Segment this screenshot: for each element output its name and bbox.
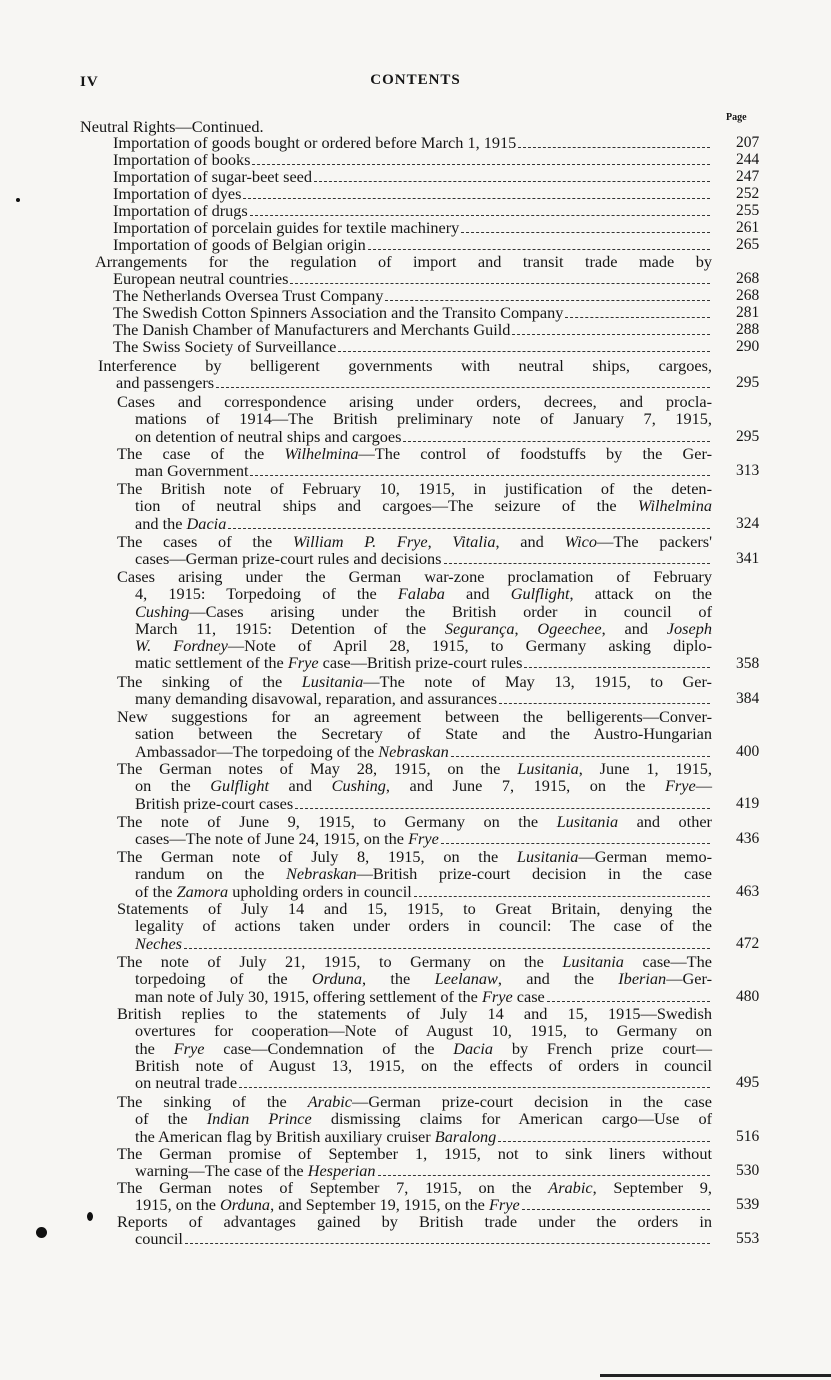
- toc-entry-line: Importation of dyes: [113, 185, 712, 203]
- leader-dots: [295, 808, 710, 809]
- toc-entry-line: mations of 1914—The British preliminary note of January 7, 1915,: [135, 409, 712, 429]
- toc-page-number: 419: [736, 794, 760, 812]
- leader-dots: [378, 1175, 710, 1176]
- toc-entry-line: The German notes of May 28, 1915, on the Lusitania, June 1, 1915,: [117, 759, 712, 778]
- toc-entry-line: Importation of books: [113, 151, 712, 169]
- toc-entry-line: Cushing—Cases arising under the British order in council of: [135, 601, 712, 621]
- toc-page-number: 358: [736, 654, 760, 672]
- toc-page-number: 400: [736, 742, 760, 760]
- toc-entry-line: Importation of goods bought or ordered before March 1, 1915: [113, 134, 712, 152]
- toc-page-number: 290: [736, 338, 760, 355]
- toc-entry-line: Ambassador—The torpedoing of the Nebraskan: [135, 743, 712, 761]
- toc-page-number: 268: [736, 270, 760, 288]
- leader-dots: [184, 948, 710, 949]
- toc-entry-line: on the Gulflight and Cushing, and June 7, 1915, on the Frye—: [135, 776, 712, 796]
- toc-entry-line: March 11, 1915: Detention of the Segurança, Ogeechee, and Joseph: [135, 618, 713, 638]
- toc-page-number: 341: [736, 550, 760, 568]
- toc-page-number: 261: [736, 219, 760, 236]
- toc-entry-line: cases—The note of June 24, 1915, on the Frye: [135, 830, 712, 848]
- leader-dots: [498, 1141, 710, 1142]
- page-column-label: Page: [726, 112, 747, 123]
- toc-page-number: 384: [736, 690, 760, 708]
- toc-entry: [113, 338, 712, 356]
- toc-entry: [117, 1005, 712, 1092]
- leader-dots: [414, 896, 710, 897]
- leader-dots: [314, 181, 710, 182]
- running-head: CONTENTS: [370, 72, 461, 88]
- toc-entry-line: The German promise of September 1, 1915, not to sink liners without: [117, 1144, 712, 1163]
- leader-dots: [403, 441, 710, 442]
- toc-page-number: 265: [736, 236, 760, 253]
- toc-entry-line: The Danish Chamber of Manufacturers and Merchants Guild: [113, 321, 712, 339]
- toc-entry-line: tion of neutral ships and cargoes—The seizure of the Wilhelmina: [135, 496, 712, 516]
- leader-dots: [518, 147, 710, 148]
- leader-dots: [250, 475, 710, 476]
- toc-entry-line: The German notes of September 7, 1915, on the Arabic, September 9,: [117, 1178, 713, 1197]
- toc-page-number: 255: [736, 202, 760, 219]
- toc-entry-line: on neutral trade: [135, 1074, 712, 1092]
- toc-entry-line: the Frye case—Condemnation of the Dacia by French prize court—: [135, 1038, 713, 1058]
- toc-entry-line: cases—German prize-court rules and decisions: [135, 550, 712, 568]
- toc-entry: [117, 760, 712, 813]
- toc-entry-line: Reports of advantages gained by British trade under the orders in: [117, 1212, 712, 1231]
- toc-page-number: 324: [736, 514, 760, 532]
- toc-entry-line: sation between the Secretary of State and the Austro-Hungarian: [135, 724, 712, 744]
- toc-entry-line: British prize-court cases: [135, 795, 712, 813]
- scan-speck: [16, 198, 20, 202]
- toc-entry-line: legality of actions taken under orders in council: The case of the: [135, 916, 712, 936]
- leader-dots: [444, 563, 710, 564]
- toc-page-number: 553: [736, 1230, 760, 1248]
- scan-speck: [87, 1212, 93, 1221]
- toc-entry-line: council: [135, 1230, 712, 1248]
- toc-entry-line: torpedoing of the Orduna, the Leelanaw, and the Iberian—Ger-: [135, 969, 712, 989]
- toc-entry-line: many demanding disavowal, reparation, and assurances: [135, 690, 712, 708]
- toc-entry-line: The sinking of the Arabic—German prize-court decision in the case: [117, 1092, 712, 1111]
- leader-dots: [216, 387, 710, 388]
- leader-dots: [239, 1087, 710, 1088]
- toc-entry-line: warning—The case of the Hesperian: [135, 1162, 712, 1180]
- toc-entry-line: The German note of July 8, 1915, on the Lusitania—German memo-: [117, 847, 713, 866]
- scan-speck: [36, 1227, 47, 1238]
- toc-entry-line: British replies to the statements of July 14 and 15, 1915—Swedish: [117, 1004, 712, 1023]
- toc-entry: [117, 848, 712, 901]
- toc-entry-line: Importation of goods of Belgian origin: [113, 236, 712, 254]
- toc-entry: [117, 813, 712, 848]
- toc-entry-line: Cases arising under the German war-zone proclamation of February: [117, 567, 712, 586]
- toc-entry: [117, 1145, 712, 1180]
- toc-page-number: 247: [736, 168, 760, 185]
- leader-dots: [385, 300, 710, 301]
- toc-entry-line: The note of June 9, 1915, to Germany on the Lusitania and other: [117, 812, 712, 831]
- toc-entry-line: matic settlement of the Frye case—British prize-court rules: [135, 654, 712, 672]
- leader-dots: [499, 703, 710, 704]
- leader-dots: [243, 198, 710, 199]
- leader-dots: [290, 283, 710, 284]
- leader-dots: [512, 334, 710, 335]
- toc-page-number: 207: [736, 134, 760, 151]
- toc-entry-line: The Netherlands Oversea Trust Company: [113, 287, 712, 305]
- toc-entry-line: and passengers: [116, 374, 712, 392]
- toc-entry-line: The sinking of the Lusitania—The note of May 13, 1915, to Ger-: [117, 672, 712, 691]
- toc-page-number: 472: [736, 934, 760, 952]
- toc-entry-line: man Government: [135, 462, 712, 480]
- toc-page-number: 252: [736, 185, 760, 202]
- leader-dots: [228, 528, 710, 529]
- toc-entry: [117, 568, 712, 672]
- leader-dots: [565, 317, 710, 318]
- toc-entry: [117, 1213, 712, 1248]
- leader-dots: [522, 1209, 710, 1210]
- toc-entry: [117, 445, 712, 480]
- leader-dots: [185, 1243, 710, 1244]
- leader-dots: [461, 232, 710, 233]
- toc-page-number: 295: [736, 374, 760, 392]
- toc-page-number: 463: [736, 882, 760, 900]
- toc-entry-line: of the Indian Prince dismissing claims for American cargo—Use of: [135, 1109, 713, 1129]
- toc-entry-line: Importation of porcelain guides for textile machinery: [113, 219, 712, 237]
- leader-dots: [451, 756, 710, 757]
- toc-page-number: 288: [736, 321, 760, 338]
- toc-entry: [117, 393, 712, 446]
- page-number: IV: [80, 74, 99, 90]
- toc-entry-line: of the Zamora upholding orders in council: [135, 883, 712, 901]
- toc-entry: [117, 1093, 712, 1146]
- toc-entry: [98, 357, 712, 392]
- toc-entry-line: Importation of sugar-beet seed: [113, 168, 712, 186]
- leader-dots: [252, 164, 710, 165]
- toc-entry-line: Importation of drugs: [113, 202, 712, 220]
- toc-entry: [117, 533, 712, 568]
- bottom-rule: [600, 1374, 831, 1377]
- toc-entry-line: Arrangements for the regulation of import and transit trade made by: [95, 252, 712, 271]
- leader-dots: [441, 843, 710, 844]
- toc-entry-line: 1915, on the Orduna, and September 19, 1915, on the Frye: [135, 1196, 712, 1214]
- section-label-text: Neutral Rights—Continued.: [80, 117, 264, 136]
- toc-page-number: 313: [736, 462, 760, 480]
- toc-entry: [117, 953, 712, 1006]
- toc-entry-line: overtures for cooperation—Note of August 10, 1915, to Germany on: [135, 1021, 712, 1041]
- leader-dots: [547, 1001, 710, 1002]
- toc-entry-line: The cases of the William P. Frye, Vitalia, and Wico—The packers': [117, 532, 713, 551]
- toc-entry-line: 4, 1915: Torpedoing of the Falaba and Gulflight, attack on the: [135, 584, 712, 604]
- toc-entry: [117, 673, 712, 708]
- toc-page-number: 530: [736, 1162, 760, 1180]
- toc-entry-line: Neches: [135, 935, 712, 953]
- toc-entry-line: randum on the Nebraskan—British prize-court decision in the case: [135, 864, 712, 884]
- toc-entry-line: The note of July 21, 1915, to Germany on the Lusitania case—The: [117, 952, 712, 971]
- toc-page-number: 539: [736, 1196, 760, 1214]
- toc-page-number: 268: [736, 287, 760, 304]
- toc-page-number: 480: [736, 987, 760, 1005]
- toc-entry-line: Interference by belligerent governments with neutral ships, cargoes,: [98, 356, 712, 375]
- leader-dots: [524, 667, 710, 668]
- toc-page-number: 516: [736, 1127, 760, 1145]
- leader-dots: [368, 249, 710, 250]
- toc-entry-line: The Swiss Society of Surveillance: [113, 338, 712, 356]
- toc-entry: [117, 900, 712, 953]
- toc-entry-line: on detention of neutral ships and cargoes: [135, 428, 712, 446]
- toc-page-number: 436: [736, 830, 760, 848]
- leader-dots: [250, 215, 710, 216]
- toc-page-number: 495: [736, 1074, 760, 1092]
- toc-entry-line: man note of July 30, 1915, offering settlement of the Frye case: [135, 988, 712, 1006]
- toc-entry-line: Statements of July 14 and 15, 1915, to Great Britain, denying the: [117, 899, 712, 918]
- toc-entry-line: W. Fordney—Note of April 28, 1915, to Germany asking diplo-: [135, 636, 712, 656]
- toc-entry-line: European neutral countries: [113, 270, 712, 288]
- toc-entry-line: British note of August 13, 1915, on the effects of orders in council: [135, 1055, 712, 1075]
- toc-entry: [117, 480, 712, 533]
- toc-entry-line: The Swedish Cotton Spinners Association and the Transito Company: [113, 304, 712, 322]
- toc-entry-line: The British note of February 10, 1915, in justification of the deten-: [117, 479, 712, 498]
- toc-page-number: 244: [736, 151, 760, 168]
- toc-entry-line: Cases and correspondence arising under orders, decrees, and procla-: [117, 392, 712, 411]
- toc-entry-line: and the Dacia: [135, 515, 712, 533]
- toc-entry-line: The case of the Wilhelmina—The control of foodstuffs by the Ger-: [117, 444, 712, 463]
- leader-dots: [338, 351, 710, 352]
- toc-entry-line: New suggestions for an agreement between the belligerents—Conver-: [117, 707, 712, 726]
- toc-entry: [95, 253, 712, 288]
- toc-entry: [117, 1179, 712, 1214]
- toc-entry: [117, 708, 712, 761]
- toc-page-number: 295: [736, 427, 760, 445]
- toc-entry-line: the American flag by British auxiliary cruiser Baralong: [135, 1128, 712, 1146]
- toc-page-number: 281: [736, 304, 760, 321]
